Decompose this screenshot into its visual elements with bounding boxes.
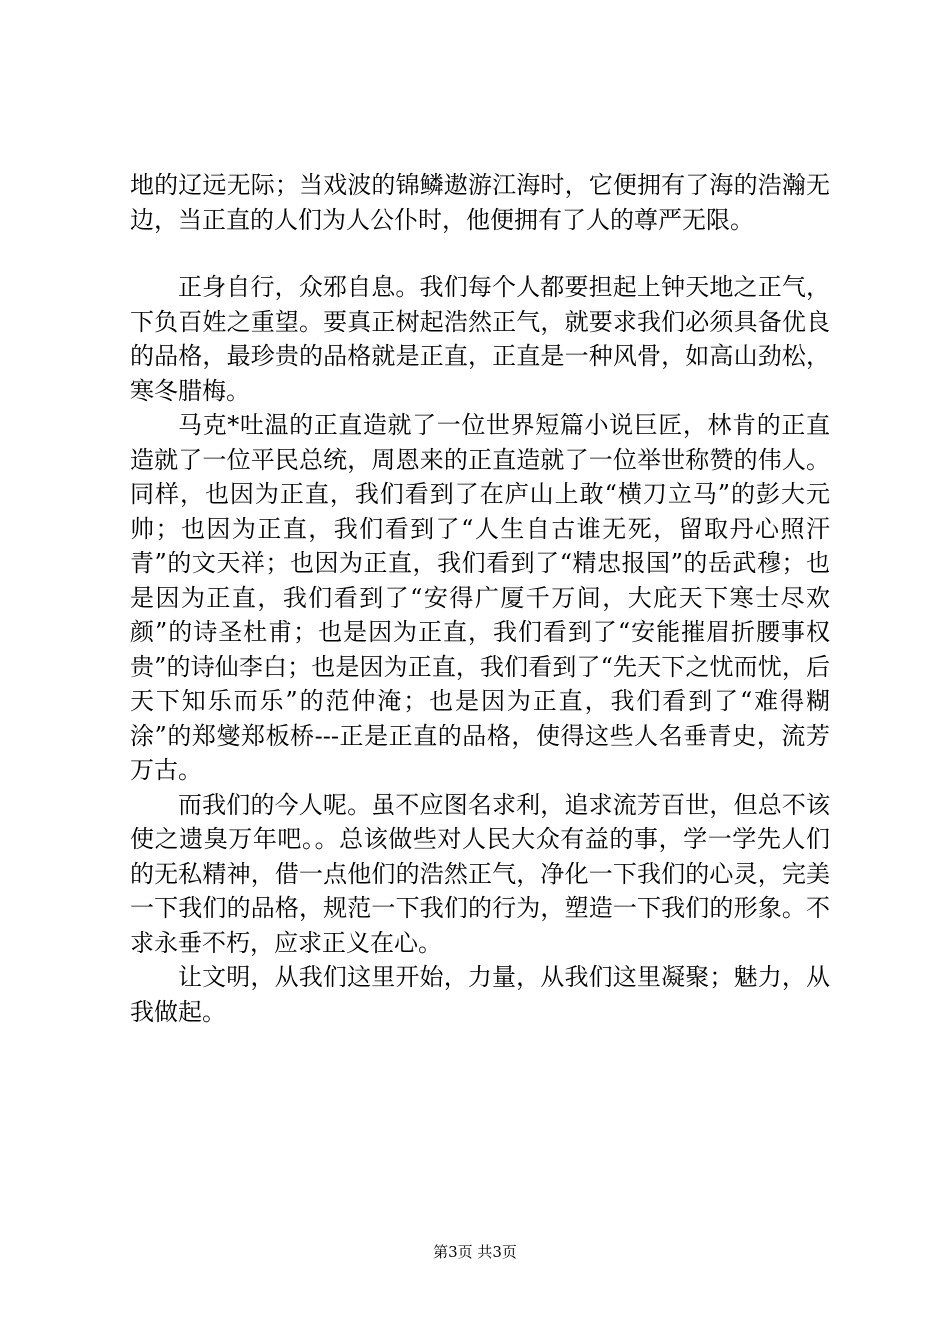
- page-number-footer: 第3页 共3页: [433, 1243, 517, 1261]
- paragraph-conclusion: 让文明，从我们这里开始，力量，从我们这里凝聚；魅力，从我做起。: [130, 963, 830, 1026]
- document-body: [130, 168, 830, 1029]
- paragraph-continuation: 地的辽远无际；当戏波的锦鳞遨游江海时，它便拥有了海的浩瀚无边，当正直的人们为人公仆时，他便拥有了人的尊严无限。: [130, 171, 830, 234]
- paragraph-integrity: 正身自行，众邪自息。我们每个人都要担起上钟天地之正气，下负百姓之重望。要真正树起浩然正气，就要求我们必须具备优良的品格，最珍贵的品格就是正直，正直是一种风骨，如高山劲松，寒冬腊梅。: [130, 273, 830, 405]
- paragraph-examples: 马克*吐温的正直造就了一位世界短篇小说巨匠，林肯的正直造就了一位平民总统，周恩来的正直造就了一位举世称赞的伟人。同样，也因为正直，我们看到了在庐山上敢“横刀立马”的彭大元帅；也因为正直，我们看到了“人生自古谁无死，留取丹心照汗青”的文天祥；也因为正直，我们看到了“精忠报国”的岳武穆；也是因为正直，我们看到了“安得广厦千万间，大庇天下寒士尽欢颜”的诗圣杜甫；也是因为正直，我们看到了“安能摧眉折腰事权贵”的诗仙李白；也是因为正直，我们看到了“先天下之忧而忧，后天下知乐而乐”的范仲淹；也是因为正直，我们看到了“难得糊涂”的郑燮郑板桥---正是正直的品格，使得这些人名垂青史，流芳万古。: [130, 411, 830, 784]
- paragraph-modern-people: 而我们的今人呢。虽不应图名求利，追求流芳百世，但总不该使之遗臭万年吧。。总该做些对人民大众有益的事，学一学先人们的无私精神，借一点他们的浩然正气，净化一下我们的心灵，完美一下我们的品格，规范一下我们的行为，塑造一下我们的形象。不求永垂不朽，应求正义在心。: [130, 790, 830, 957]
